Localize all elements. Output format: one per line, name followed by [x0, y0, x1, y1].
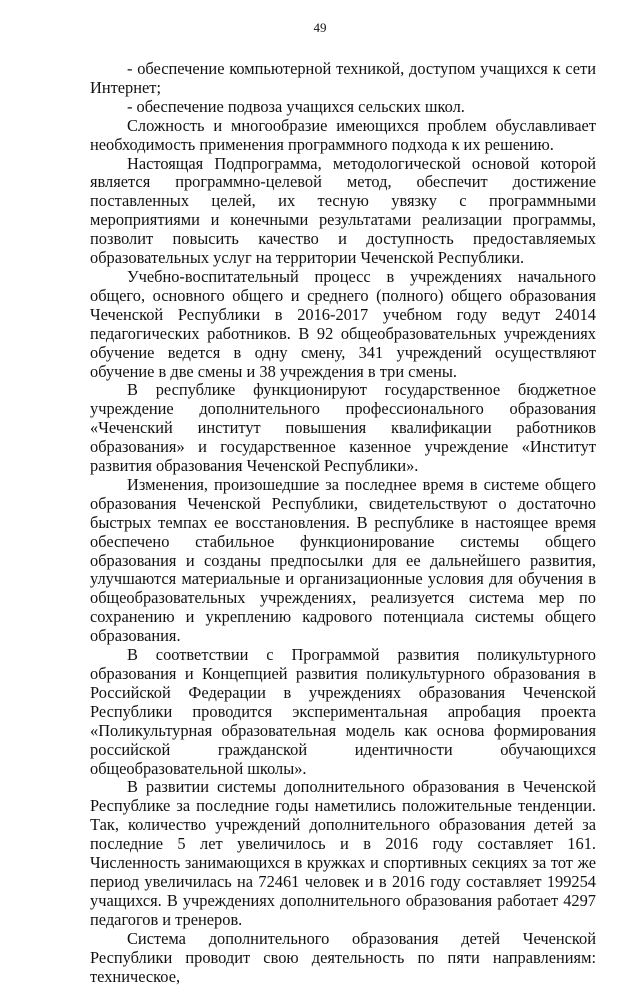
paragraph: - обеспечение подвоза учащихся сельских школ.	[127, 96, 465, 116]
paragraph: В республике функционируют государственное бюджетное учреждение дополнительного профессионального образования «Чеченский институт повышения квалификации работников образования» и государственное казенное учреждение «Институт развития образования Чеченской Республики».	[90, 380, 596, 476]
paragraph: - обеспечение компьютерной техникой, доступом учащихся к сети Интернет;	[90, 59, 596, 97]
paragraph: Изменения, произошедшие за последнее время в системе общего образования Чеченской Республики, свидетельствуют о достаточно быстрых темпах ее восстановления. В республике в настоящее время обеспечено стабильное функционирование системы общего образования и созданы предпосылки для ее дальнейшего развития, улучшаются материальные и организационные условия для обучения в общеобразовательных учреждениях, реализуется система мер по сохранению и укреплению кадрового потенциала системы общего образования.	[90, 474, 596, 646]
paragraph: Настоящая Подпрограмма, методологической основой которой является программно-целевой метод, обеспечит достижение поставленных целей, их тесную увязку с программными мероприятиями и конечными результатами реализации программы, позволит повысить качество и доступность предоставляемых образовательных услуг на территории Чеченской Республики.	[90, 153, 596, 268]
document-body	[90, 60, 596, 986]
paragraph: Учебно-воспитательный процесс в учреждениях начального общего, основного общего и среднего (полного) общего образования Чеченской Республики в 2016-2017 учебном году ведут 24014 педагогических работников. В 92 общеобразовательных учреждениях обучение ведется в одну смену, 341 учреждений осуществляют обучение в две смены и 38 учреждения в три смены.	[90, 266, 596, 381]
page-number: 49	[313, 20, 327, 35]
paragraph: Сложность и многообразие имеющихся проблем обуславливает необходимость применения программного подхода к их решению.	[90, 115, 596, 154]
paragraph: В соответствии с Программой развития поликультурного образования и Концепцией развития поликультурного образования в Российской Федерации в учреждениях образования Чеченской Республики проводится экспериментальная апробация проекта «Поликультурная образовательная модель как основа формирования российской гражданской идентичности обучающихся общеобразовательной школы».	[90, 645, 596, 778]
paragraph: Система дополнительного образования детей Чеченской Республики проводит свою деятельность по пяти направлениям: техническое,	[90, 928, 596, 986]
paragraph: В развитии системы дополнительного образования в Чеченской Республике за последние годы наметились положительные тенденции. Так, количество учреждений дополнительного образования детей за последние 5 лет увеличилось и в 2016 году составляет 161. Численность занимающихся в кружках и спортивных секциях за тот же период увеличилась на 72461 человек и в 2016 году составляет 199254 учащихся. В учреждениях дополнительного образования работает 4297 педагогов и тренеров.	[90, 777, 596, 929]
